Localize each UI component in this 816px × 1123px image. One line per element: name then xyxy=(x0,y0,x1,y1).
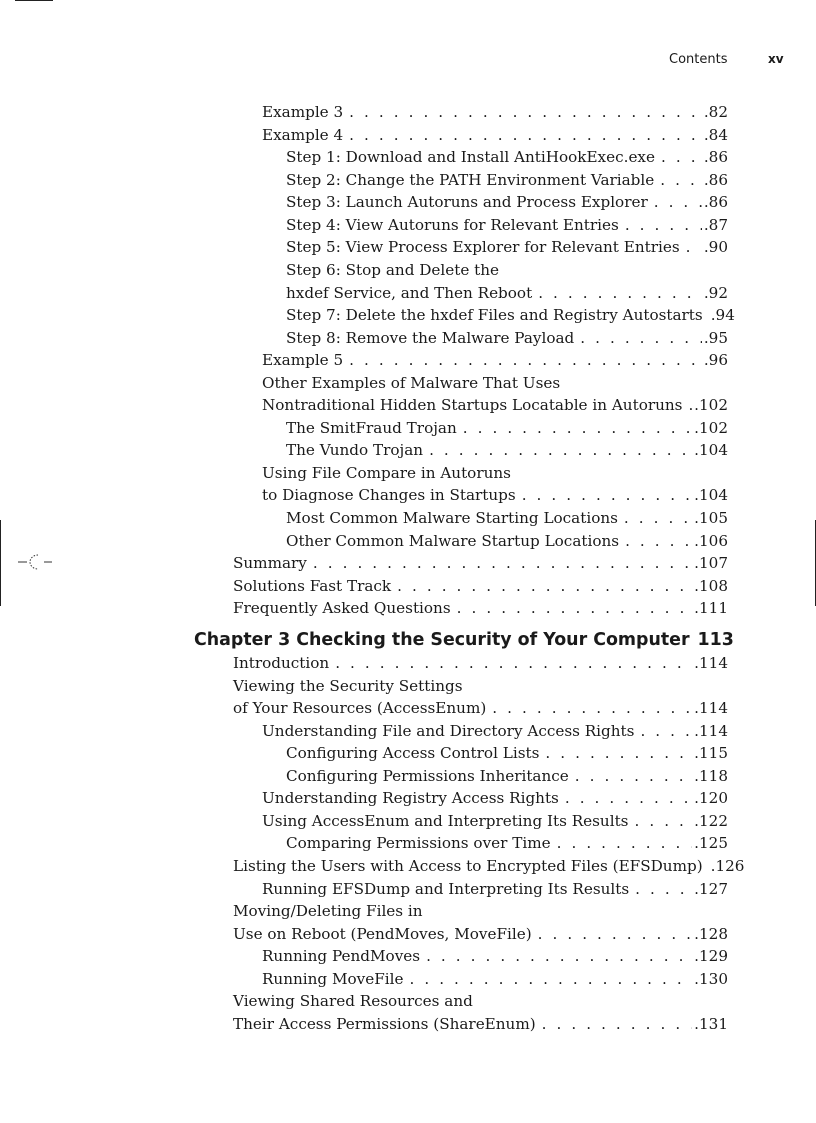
toc-entry[interactable]: of Your Resources (AccessEnum) . . . .114 xyxy=(233,697,728,719)
toc-entry[interactable]: Most Common Malware Starting Locations . . . .105 xyxy=(286,507,728,529)
toc-entry[interactable]: Understanding File and Directory Access Rights . . . .114 xyxy=(262,720,728,742)
toc-entry[interactable]: Using File Compare in Autoruns xyxy=(262,464,511,482)
crop-mark-top xyxy=(15,0,53,1)
toc-entry[interactable]: Comparing Permissions over Time . . . .125 xyxy=(286,832,728,854)
toc-entry[interactable]: Running EFSDump and Interpreting Its Results . . . .127 xyxy=(262,878,728,900)
toc-entry[interactable]: Summary . . . .107 xyxy=(233,552,728,574)
toc-entry[interactable]: Step 1: Download and Install AntiHookExec.exe . . . .86 xyxy=(286,146,728,168)
chapter-heading[interactable]: Chapter 3 Checking the Security of Your Computer 113 xyxy=(194,630,734,650)
header-title: Contents xyxy=(669,52,728,67)
toc-entry[interactable]: Their Access Permissions (ShareEnum) . . . .131 xyxy=(233,1013,728,1035)
registration-mark-icon xyxy=(18,551,52,573)
toc-entry[interactable]: Understanding Registry Access Rights . . . .120 xyxy=(262,787,728,809)
header-page-number: xv xyxy=(768,52,784,66)
toc-entry[interactable]: Introduction . . . .114 xyxy=(233,652,728,674)
toc-entry[interactable]: Step 7: Delete the hxdef Files and Registry Autostarts .94 xyxy=(286,306,735,324)
toc-entry[interactable]: Other Examples of Malware That Uses xyxy=(262,374,561,392)
toc-entry[interactable]: Using AccessEnum and Interpreting Its Results . . . .122 xyxy=(262,810,728,832)
toc-entry[interactable]: Example 4 . . . .84 xyxy=(262,124,728,146)
toc-entry[interactable]: Listing the Users with Access to Encrypted Files (EFSDump) .126 xyxy=(233,857,745,875)
toc-entry[interactable]: Step 6: Stop and Delete the xyxy=(286,261,500,279)
toc-entry[interactable]: Step 8: Remove the Malware Payload . . . .95 xyxy=(286,327,728,349)
crop-mark-left xyxy=(0,520,1,606)
toc-entry[interactable]: to Diagnose Changes in Startups . . . .104 xyxy=(262,484,728,506)
toc-entry[interactable]: Example 3 . . . .82 xyxy=(262,101,728,123)
toc-entry[interactable]: The Vundo Trojan . . . .104 xyxy=(286,439,728,461)
toc-entry[interactable]: Solutions Fast Track . . . .108 xyxy=(233,575,728,597)
toc-entry[interactable]: Step 3: Launch Autoruns and Process Explorer . . . .86 xyxy=(286,191,728,213)
toc-entry[interactable]: Configuring Permissions Inheritance . . . .118 xyxy=(286,765,728,787)
toc-entry[interactable]: Other Common Malware Startup Locations . . . .106 xyxy=(286,530,728,552)
toc-entry[interactable]: Example 5 . . . .96 xyxy=(262,349,728,371)
toc-entry[interactable]: Running MoveFile . . . .130 xyxy=(262,968,728,990)
toc-entry[interactable]: hxdef Service, and Then Reboot . . . .92 xyxy=(286,282,728,304)
toc-entry[interactable]: Frequently Asked Questions . . . .111 xyxy=(233,597,728,619)
toc-entry[interactable]: The SmitFraud Trojan . . . .102 xyxy=(286,417,728,439)
toc-entry[interactable]: Step 5: View Process Explorer for Relevant Entries . . . .90 xyxy=(286,236,728,258)
toc-entry[interactable]: Step 2: Change the PATH Environment Variable . . . .86 xyxy=(286,169,728,191)
toc-entry[interactable]: Viewing Shared Resources and xyxy=(233,992,473,1010)
toc-entry[interactable]: Nontraditional Hidden Startups Locatable in Autoruns . . . .102 xyxy=(262,394,728,416)
toc-entry[interactable]: Moving/Deleting Files in xyxy=(233,902,423,920)
toc-entry[interactable]: Use on Reboot (PendMoves, MoveFile) . . . .128 xyxy=(233,923,728,945)
toc-entry[interactable]: Step 4: View Autoruns for Relevant Entries . . . .87 xyxy=(286,214,728,236)
toc-entry[interactable]: Running PendMoves . . . .129 xyxy=(262,945,728,967)
toc-entry[interactable]: Viewing the Security Settings xyxy=(233,677,463,695)
running-header xyxy=(0,52,816,72)
toc-entry[interactable]: Configuring Access Control Lists . . . .115 xyxy=(286,742,728,764)
